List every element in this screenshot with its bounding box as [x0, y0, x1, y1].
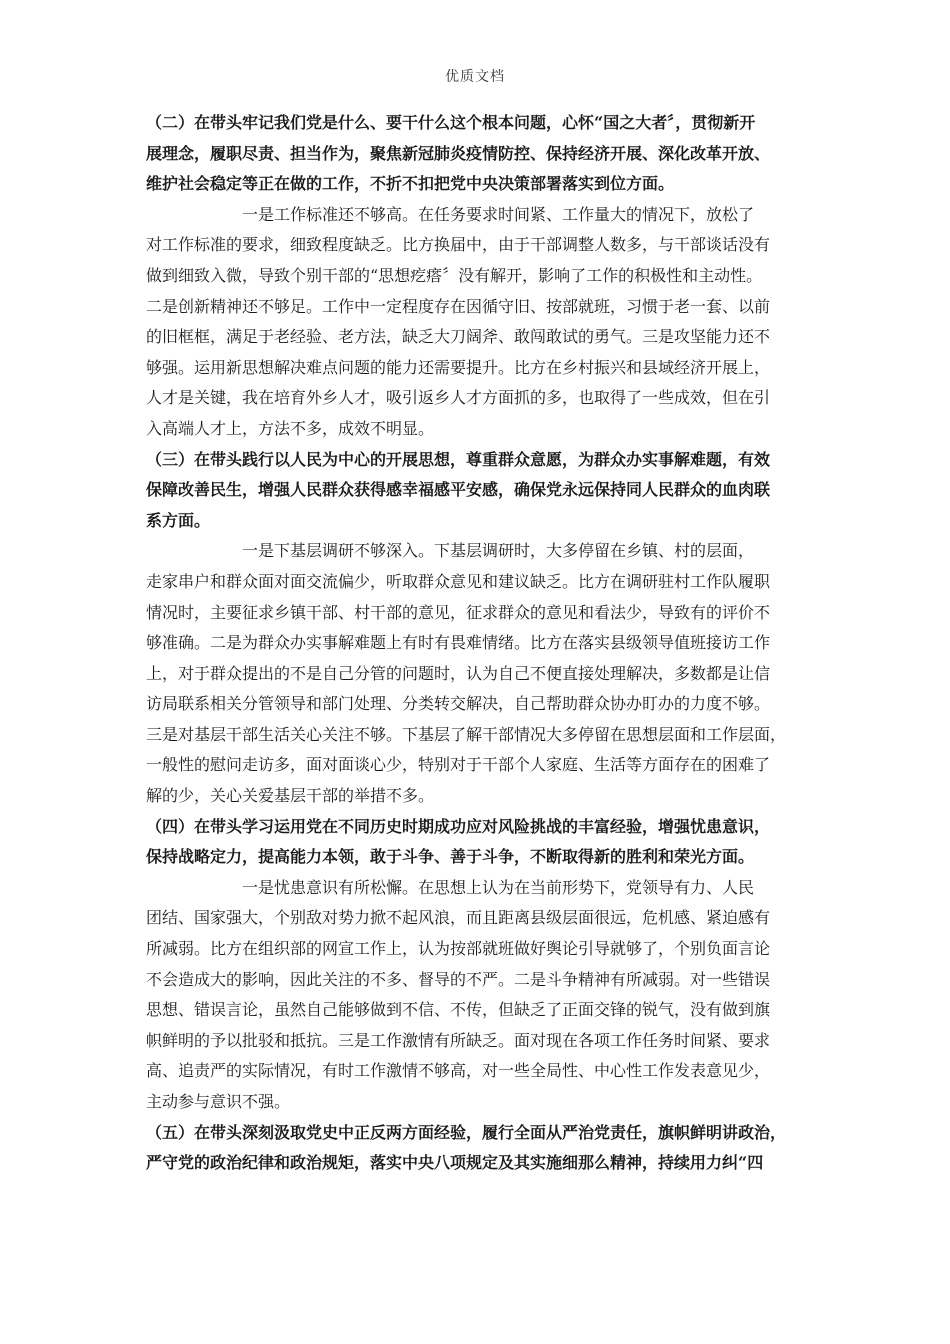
section-heading [146, 445, 808, 537]
body-paragraph [146, 200, 808, 445]
body-paragraph [146, 873, 808, 1118]
section-heading [146, 1118, 808, 1179]
text-line: 访局联系相关分管领导和部门处理、分类转交解决，自己帮助群众协办盯办的力度不够。 [146, 694, 771, 714]
text-line: （二）在带头牢记我们党是什么、要干什么这个根本问题，心怀“国之大者〞，贯彻新开 [146, 113, 756, 132]
text-line: 一是下基层调研不够深入。下基层调研时，大多停留在乡镇、村的层面， [242, 541, 755, 561]
text-line: 展理念，履职尽责、担当作为，聚焦新冠肺炎疫情防控、保持经济开展、深化改革开放、 [146, 143, 771, 163]
text-line: 二是创新精神还不够足。工作中一定程度存在因循守旧、按部就班，习惯于老一套、以前 [146, 296, 771, 316]
text-line: （四）在带头学习运用党在不同历史时期成功应对风险挑战的丰富经验，增强忧患意识， [146, 816, 771, 836]
page-header: 优质文档 [445, 69, 505, 85]
text-line: 的旧框框，满足于老经验、老方法，缺乏大刀阔斧、敢闯敢试的勇气。三是攻坚能力还不 [146, 327, 771, 347]
text-line: 一是忧患意识有所松懈。在思想上认为在当前形势下，党领导有力、人民 [242, 877, 755, 897]
text-line: 保障改善民生，增强人民群众获得感幸福感平安感，确保党永远保持同人民群众的血肉联 [146, 480, 771, 500]
text-line: 所减弱。比方在组织部的网宣工作上，认为按部就班做好舆论引导就够了，个别负面言论 [146, 939, 771, 959]
text-line: 思想、错误言论，虽然自己能够做到不信、不传，但缺乏了正面交锋的锐气，没有做到旗 [146, 1000, 771, 1020]
text-line: 解的少，关心关爱基层干部的举措不多。 [146, 786, 435, 806]
text-line: 保持战略定力，提高能力本领，敢于斗争、善于斗争，不断取得新的胜利和荣光方面。 [146, 847, 755, 867]
text-line: 三是对基层干部生活关心关注不够。下基层了解干部情况大多停留在思想层面和工作层面， [146, 724, 787, 744]
section-heading [146, 108, 808, 200]
text-line: 做到细致入微，导致个别干部的“思想疙瘩〞没有解开，影响了工作的积极性和主动性。 [146, 265, 763, 285]
text-line: 主动参与意识不强。 [146, 1092, 291, 1111]
text-line: 走家串户和群众面对面交流偏少，听取群众意见和建议缺乏。比方在调研驻村工作队履职 [146, 571, 771, 591]
text-line: 情况时，主要征求乡镇干部、村干部的意见，征求群众的意见和看法少，导致有的评价不 [146, 602, 771, 622]
text-line: 一般性的慰问走访多，面对面谈心少，特别对于干部个人家庭、生活等方面存在的困难了 [146, 755, 771, 775]
text-line: 够准确。二是为群众办实事解难题上有时有畏难情绪。比方在落实县级领导值班接访工作 [146, 633, 771, 653]
text-line: 上，对于群众提出的不是自己分管的问题时，认为自己不便直接处理解决，多数都是让信 [146, 663, 771, 683]
text-line: 高、追责严的实际情况，有时工作激情不够高，对一些全局性、中心性工作发表意见少， [146, 1061, 771, 1081]
text-line: 不会造成大的影响，因此关注的不多、督导的不严。二是斗争精神有所减弱。对一些错误 [146, 969, 771, 989]
text-line: 团结、国家强大，个别敌对势力掀不起风浪，而且距离县级层面很远，危机感、紧迫感有 [146, 908, 771, 928]
document-body [146, 108, 808, 1179]
section-heading [146, 812, 808, 873]
text-line: （三）在带头践行以人民为中心的开展思想，尊重群众意愿，为群众办实事解难题，有效 [146, 449, 771, 469]
text-line: 维护社会稳定等正在做的工作，不折不扣把党中央决策部署落实到位方面。 [146, 174, 675, 194]
text-line: 一是工作标准还不够高。在任务要求时间紧、工作量大的情况下，放松了 [242, 204, 755, 224]
text-line: （五）在带头深刻汲取党史中正反两方面经验，履行全面从严治党责任，旗帜鲜明讲政治， [146, 1122, 787, 1142]
text-line: 够强。运用新思想解决难点问题的能力还需要提升。比方在乡村振兴和县域经济开展上， [146, 357, 771, 377]
text-line: 系方面。 [146, 510, 211, 530]
text-line: 对工作标准的要求，细致程度缺乏。比方换届中，由于干部调整人数多，与干部谈话没有 [146, 235, 771, 255]
body-paragraph [146, 536, 808, 811]
text-line: 帜鲜明的予以批驳和抵抗。三是工作激情有所缺乏。面对现在各项工作任务时间紧、要求 [146, 1030, 771, 1050]
text-line: 人才是关键，我在培育外乡人才，吸引返乡人才方面抓的多，也取得了一些成效，但在引 [146, 388, 771, 408]
text-line: 入高端人才上，方法不多，成效不明显。 [146, 418, 435, 438]
text-line: 严守党的政治纪律和政治规矩，落实中央八项规定及其实施细那么精神，持续用力纠“四 [146, 1153, 764, 1173]
